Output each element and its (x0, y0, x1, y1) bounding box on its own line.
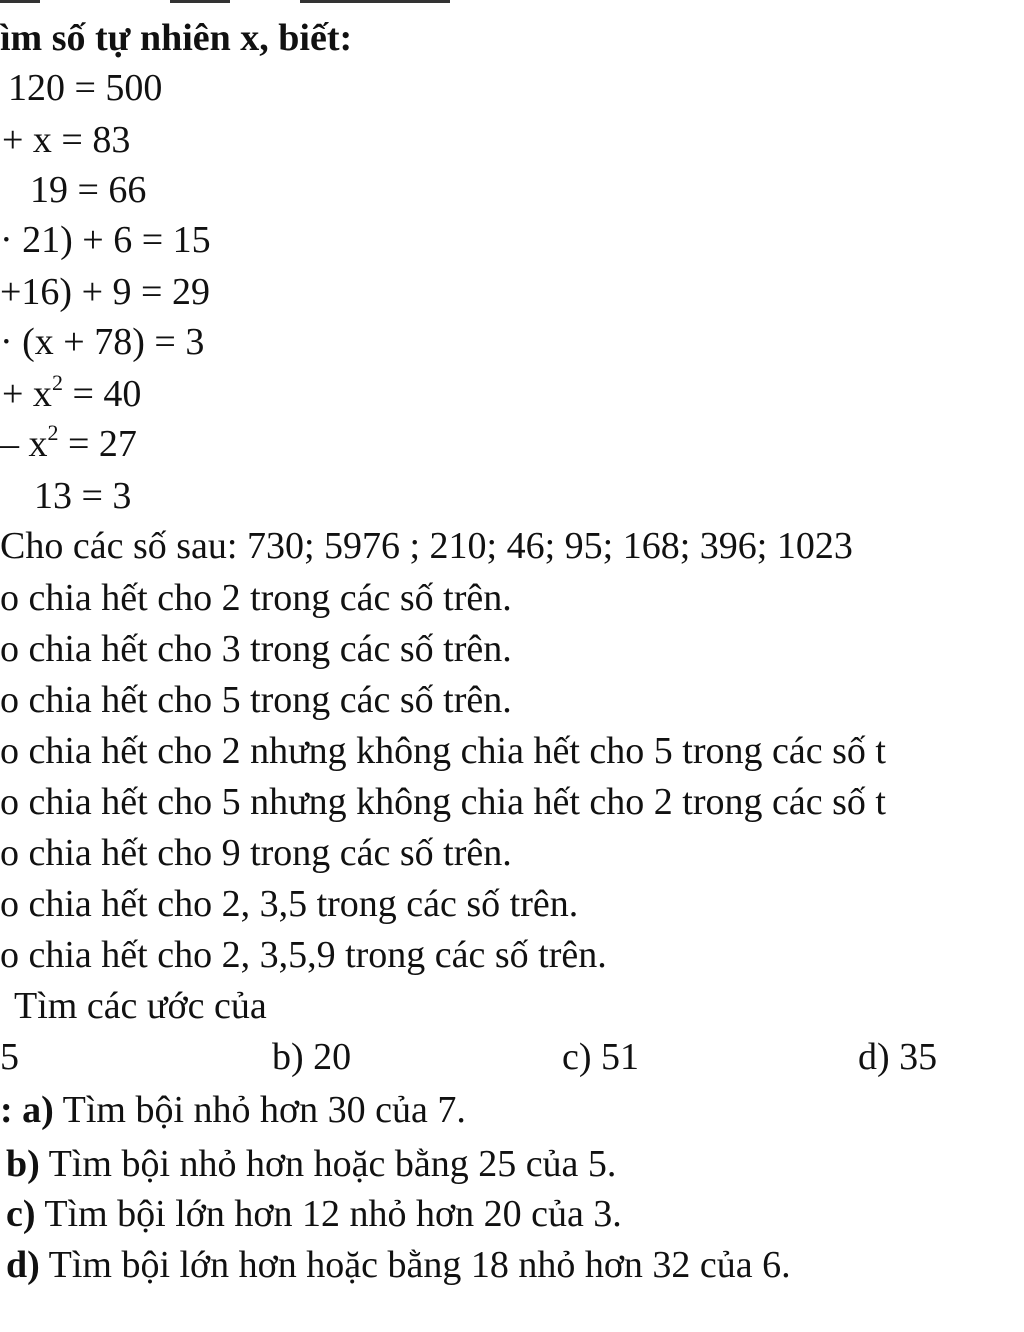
exercise4-label-a: : a) (0, 1089, 54, 1131)
equation-1: 120 = 500 (8, 67, 163, 109)
cropped-top-edge (0, 0, 1024, 4)
option-a: 5 (0, 1036, 19, 1078)
exercise4-text-b: Tìm bội nhỏ hơn hoặc bằng 25 của 5. (39, 1143, 617, 1185)
exercise4-item-c (6, 1190, 622, 1238)
option-c: c) 51 (562, 1036, 640, 1078)
exercise1-heading: ìm số tự nhiên x, biết: (0, 17, 353, 59)
equation-5: +16) + 9 = 29 (0, 271, 210, 313)
exercise2-item-2: o chia hết cho 3 trong các số trên. (0, 628, 512, 670)
exercise2-item-8: o chia hết cho 2, 3,5,9 trong các số trên. (0, 934, 607, 976)
option-d: d) 35 (858, 1036, 938, 1078)
exercise3-options (0, 1033, 1024, 1081)
exercise4-label-d: d) (6, 1244, 40, 1286)
exercise2-item-3: o chia hết cho 5 trong các số trên. (0, 679, 512, 721)
exercise2-item-6: o chia hết cho 9 trong các số trên. (0, 832, 512, 874)
exercise4-label-c: c) (6, 1193, 36, 1235)
equation-8-exponent: 2 (47, 420, 59, 445)
equation-8-base: – x (0, 423, 48, 465)
exercise4-text-d: Tìm bội lớn hơn hoặc bằng 18 nhỏ hơn 32 của 6. (39, 1244, 791, 1286)
option-b: b) 20 (272, 1036, 352, 1078)
exercise2-item-1: o chia hết cho 2 trong các số trên. (0, 577, 512, 619)
exercise4-text-a: Tìm bội nhỏ hơn 30 của 7. (53, 1089, 466, 1131)
equation-7-base: + x (2, 373, 52, 415)
equation-7 (2, 370, 141, 418)
exercise2-item-4: o chia hết cho 2 nhưng không chia hết cho 5 trong các số t (0, 730, 886, 772)
equation-4: · 21) + 6 = 15 (0, 219, 211, 261)
exercise3-title: Tìm các ước của (14, 985, 267, 1027)
equation-8-rhs: = 27 (58, 423, 137, 465)
equation-3: 19 = 66 (30, 169, 147, 211)
exercise4-item-a (0, 1086, 466, 1134)
exercise4-item-d (6, 1241, 791, 1289)
equation-8 (0, 420, 137, 468)
exercise2-intro: Cho các số sau: 730; 5976 ; 210; 46; 95; 168; 396; 1023 (0, 525, 853, 567)
equation-2: + x = 83 (2, 119, 131, 161)
equation-6: · (x + 78) = 3 (0, 321, 205, 363)
exercise4-item-b (6, 1140, 616, 1188)
equation-9: 13 = 3 (34, 475, 132, 517)
equation-7-rhs: = 40 (62, 373, 142, 415)
exercise4-label-b: b) (6, 1143, 40, 1185)
exercise2-item-7: o chia hết cho 2, 3,5 trong các số trên. (0, 883, 579, 925)
exercise2-item-5: o chia hết cho 5 nhưng không chia hết cho 2 trong các số t (0, 781, 886, 823)
exercise4-text-c: Tìm bội lớn hơn 12 nhỏ hơn 20 của 3. (35, 1193, 622, 1235)
equation-7-exponent: 2 (51, 370, 63, 395)
